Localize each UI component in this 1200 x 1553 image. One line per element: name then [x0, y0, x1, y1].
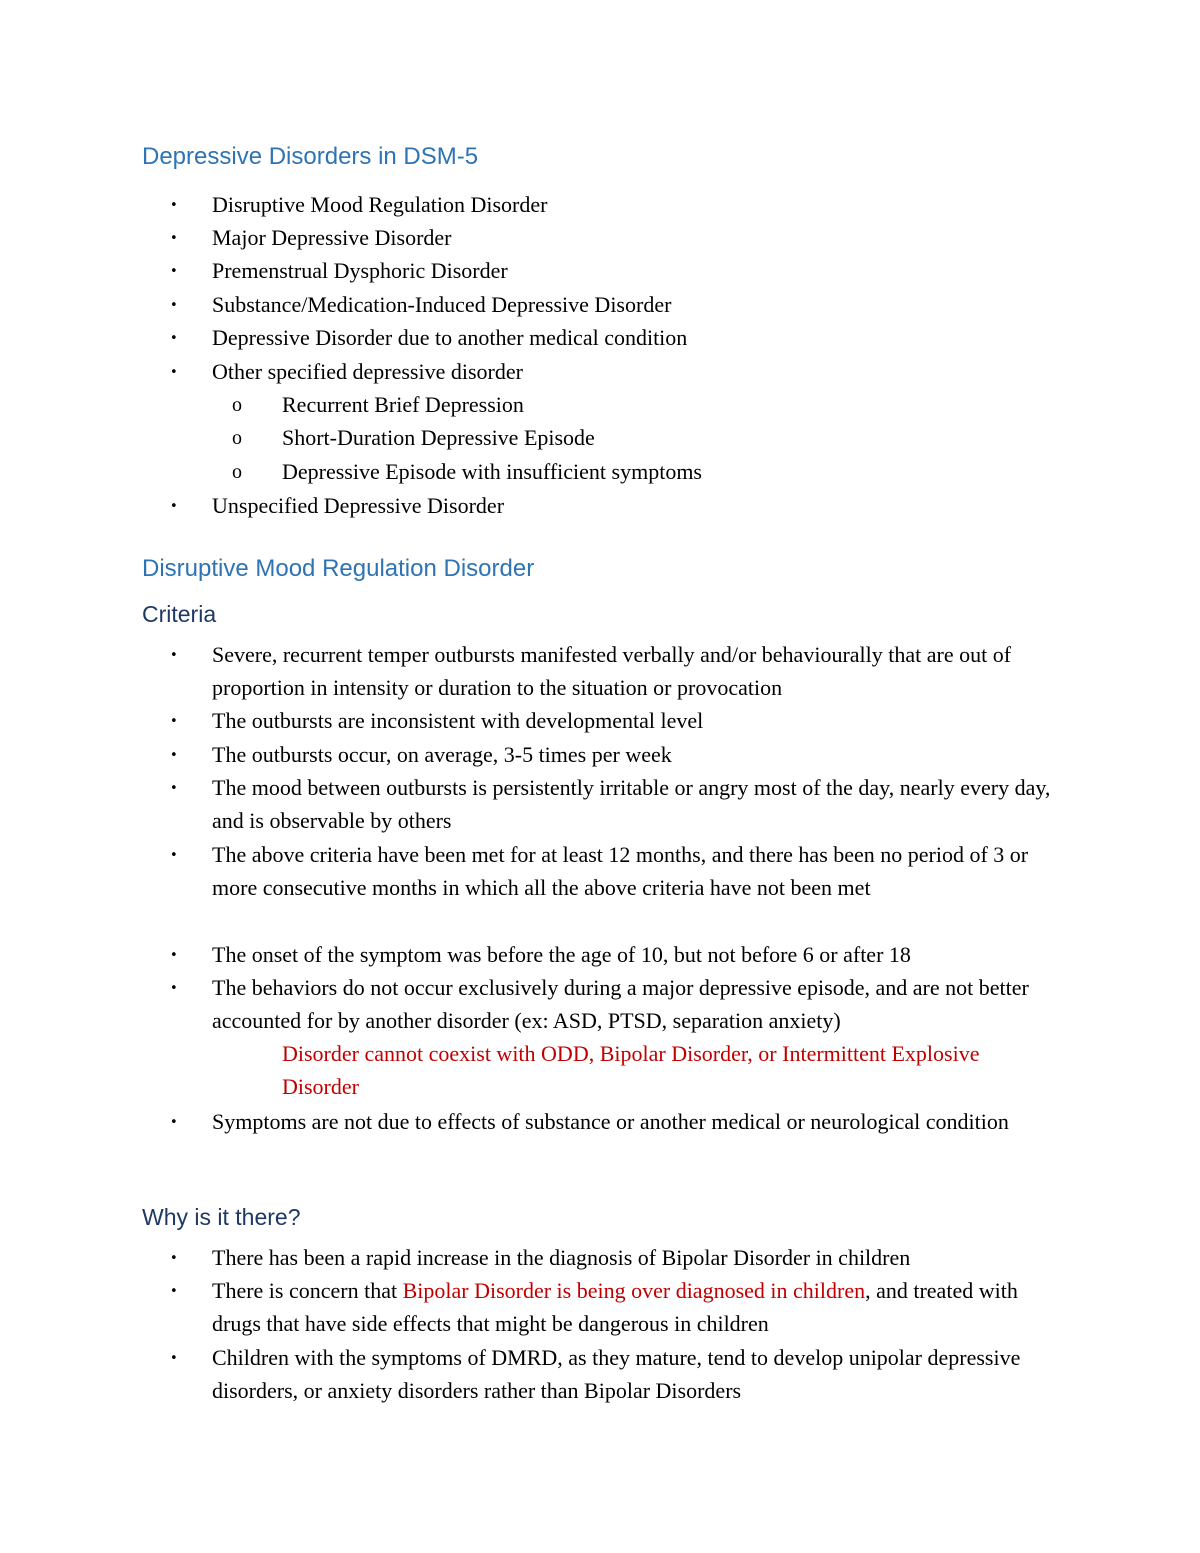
bullet-icon: •	[170, 231, 178, 246]
bullet-icon: •	[170, 848, 178, 863]
bullet-icon: •	[170, 365, 178, 380]
bullet-icon: •	[170, 1115, 178, 1130]
section-heading-dmrd: Disruptive Mood Regulation Disorder	[142, 555, 535, 582]
list-item: Depressive Disorder due to another medical condition	[212, 325, 688, 350]
criteria-item: The behaviors do not occur exclusively during a major depressive episode, and are not better accounted for by another disorder (ex: ASD, PTSD, separation anxiety)	[212, 975, 1029, 1034]
list-item: Substance/Medication-Induced Depressive Disorder	[212, 292, 672, 317]
bullet-icon: •	[170, 781, 178, 796]
sub-bullet-icon: o	[232, 394, 242, 416]
criteria-item: Symptoms are not due to effects of substance or another medical or neurological condition	[212, 1109, 1009, 1134]
why-item	[212, 1274, 1072, 1341]
criteria-item: The outbursts are inconsistent with developmental level	[212, 708, 704, 733]
bullet-icon: •	[170, 298, 178, 313]
section-heading-dsm5: Depressive Disorders in DSM-5	[142, 143, 479, 170]
sub-bullet-icon: o	[232, 427, 242, 449]
why-item: There has been a rapid increase in the diagnosis of Bipolar Disorder in children	[212, 1245, 911, 1270]
bullet-icon: •	[170, 981, 178, 996]
highlighted-text: Bipolar Disorder is being over diagnosed in children	[402, 1278, 866, 1303]
bullet-icon: •	[170, 264, 178, 279]
bullet-icon: •	[170, 714, 178, 729]
bullet-icon: •	[170, 198, 178, 213]
criteria-item: The above criteria have been met for at least 12 months, and there has been no period of 3 or more consecutive months in which all the above criteria have not been met	[212, 842, 1029, 901]
bullet-icon: •	[170, 948, 178, 963]
bullet-icon: •	[170, 331, 178, 346]
criteria-item: The onset of the symptom was before the age of 10, but not before 6 or after 18	[212, 942, 911, 967]
sub-list-item: Short-Duration Depressive Episode	[282, 425, 595, 450]
list-item: Disruptive Mood Regulation Disorder	[212, 192, 548, 217]
bullet-icon: •	[170, 1351, 178, 1366]
list-item: Premenstrual Dysphoric Disorder	[212, 258, 508, 283]
criteria-item: The outbursts occur, on average, 3-5 times per week	[212, 742, 672, 767]
list-item: Major Depressive Disorder	[212, 225, 452, 250]
bullet-icon: •	[170, 748, 178, 763]
bullet-icon: •	[170, 499, 178, 514]
list-item: Other specified depressive disorder	[212, 359, 523, 384]
criteria-item: The mood between outbursts is persistently irritable or angry most of the day, nearly every day, and is observable by others	[212, 775, 1051, 834]
criteria-item: Severe, recurrent temper outbursts manifested verbally and/or behaviourally that are out of proportion in intensity or duration to the situation or provocation	[212, 642, 1012, 701]
criteria-heading: Criteria	[142, 601, 217, 627]
coexistence-note: Disorder cannot coexist with ODD, Bipolar Disorder, or Intermittent Explosive Disorder	[282, 1041, 980, 1100]
why-heading: Why is it there?	[142, 1204, 301, 1230]
bullet-icon: •	[170, 648, 178, 663]
why-item: Children with the symptoms of DMRD, as they mature, tend to develop unipolar depressive disorders, or anxiety disorders rather than Bipolar Disorders	[212, 1345, 1021, 1404]
why-item-text: , and treated with drugs that have side effects that might be dangerous in children	[212, 1278, 1018, 1337]
bullet-icon: •	[170, 1251, 178, 1266]
why-item-text: There is concern that	[212, 1278, 403, 1303]
sub-list-item: Recurrent Brief Depression	[282, 392, 524, 417]
bullet-icon: •	[170, 1284, 178, 1299]
sub-list-item: Depressive Episode with insufficient symptoms	[282, 459, 702, 484]
sub-bullet-icon: o	[232, 461, 242, 483]
list-item: Unspecified Depressive Disorder	[212, 493, 505, 518]
